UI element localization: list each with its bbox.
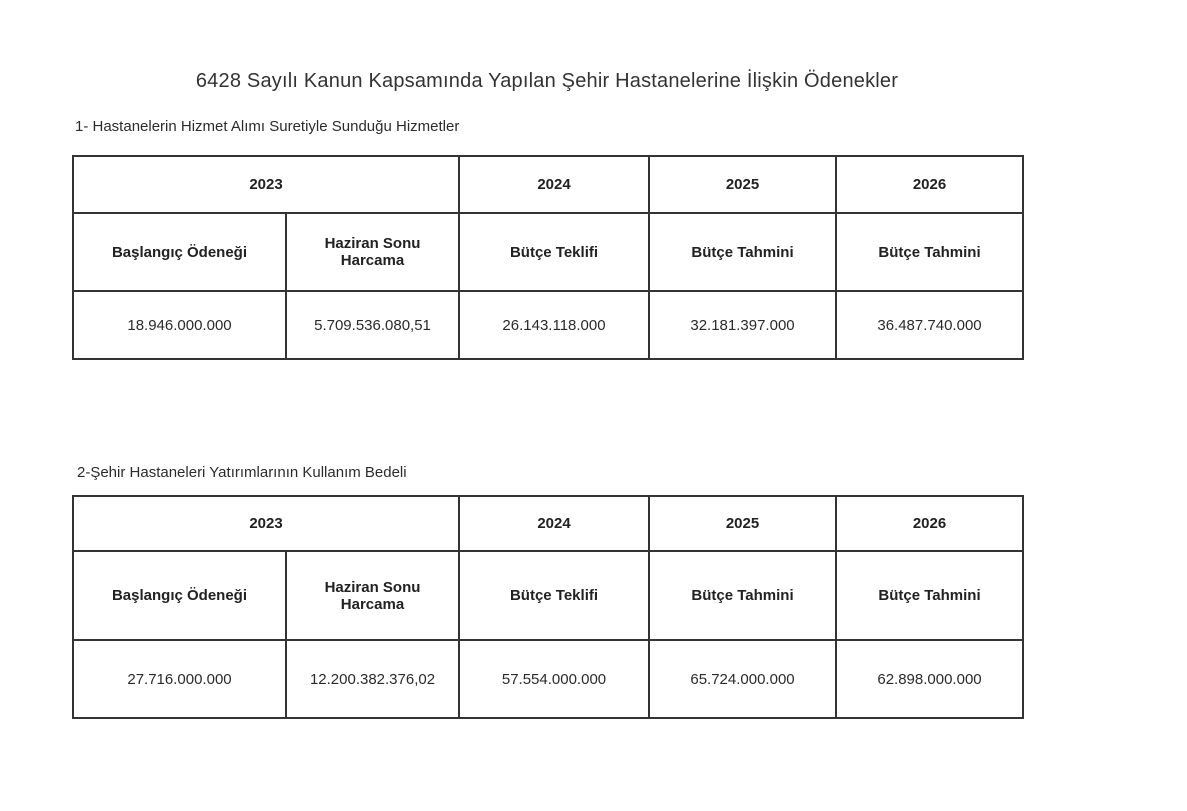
value-cell: 27.716.000.000 — [73, 640, 286, 718]
page-title: 6428 Sayılı Kanun Kapsamında Yapılan Şehir Hastanelerine İlişkin Ödenekler — [195, 70, 899, 92]
budget-table-services — [72, 155, 1024, 360]
column-header-butce-tahmini-2026: Bütçe Tahmini — [836, 213, 1023, 291]
column-header-butce-tahmini-2025: Bütçe Tahmini — [649, 551, 836, 640]
value-cell: 57.554.000.000 — [459, 640, 649, 718]
value-cell: 18.946.000.000 — [73, 291, 286, 359]
column-header-butce-teklifi: Bütçe Teklifi — [459, 213, 649, 291]
value-cell: 36.487.740.000 — [836, 291, 1023, 359]
value-cell: 65.724.000.000 — [649, 640, 836, 718]
value-cell: 26.143.118.000 — [459, 291, 649, 359]
year-header-2025: 2025 — [649, 156, 836, 213]
column-header-haziran-sonu-harcama: Haziran Sonu Harcama — [286, 551, 459, 640]
year-header-2026: 2026 — [836, 496, 1023, 551]
column-header-haziran-sonu-harcama: Haziran Sonu Harcama — [286, 213, 459, 291]
column-header-butce-tahmini-2026: Bütçe Tahmini — [836, 551, 1023, 640]
column-header-row — [73, 551, 1023, 640]
section-label-2: 2-Şehir Hastaneleri Yatırımlarının Kullanım Bedeli — [77, 464, 407, 481]
value-cell: 5.709.536.080,51 — [286, 291, 459, 359]
year-header-2023: 2023 — [73, 496, 459, 551]
year-header-2023: 2023 — [73, 156, 459, 213]
column-header-butce-tahmini-2025: Bütçe Tahmini — [649, 213, 836, 291]
year-header-2025: 2025 — [649, 496, 836, 551]
year-header-2026: 2026 — [836, 156, 1023, 213]
budget-table-investment-usage-fee — [72, 495, 1024, 719]
year-header-2024: 2024 — [459, 496, 649, 551]
column-header-baslangic-odenegi: Başlangıç Ödeneği — [73, 213, 286, 291]
value-cell: 32.181.397.000 — [649, 291, 836, 359]
value-cell: 12.200.382.376,02 — [286, 640, 459, 718]
column-header-row — [73, 213, 1023, 291]
column-header-baslangic-odenegi: Başlangıç Ödeneği — [73, 551, 286, 640]
value-cell: 62.898.000.000 — [836, 640, 1023, 718]
year-header-row — [73, 496, 1023, 551]
year-header-2024: 2024 — [459, 156, 649, 213]
section-label-1: 1- Hastanelerin Hizmet Alımı Suretiyle Sunduğu Hizmetler — [75, 118, 460, 135]
column-header-butce-teklifi: Bütçe Teklifi — [459, 551, 649, 640]
value-row — [73, 291, 1023, 359]
year-header-row — [73, 156, 1023, 213]
value-row — [73, 640, 1023, 718]
